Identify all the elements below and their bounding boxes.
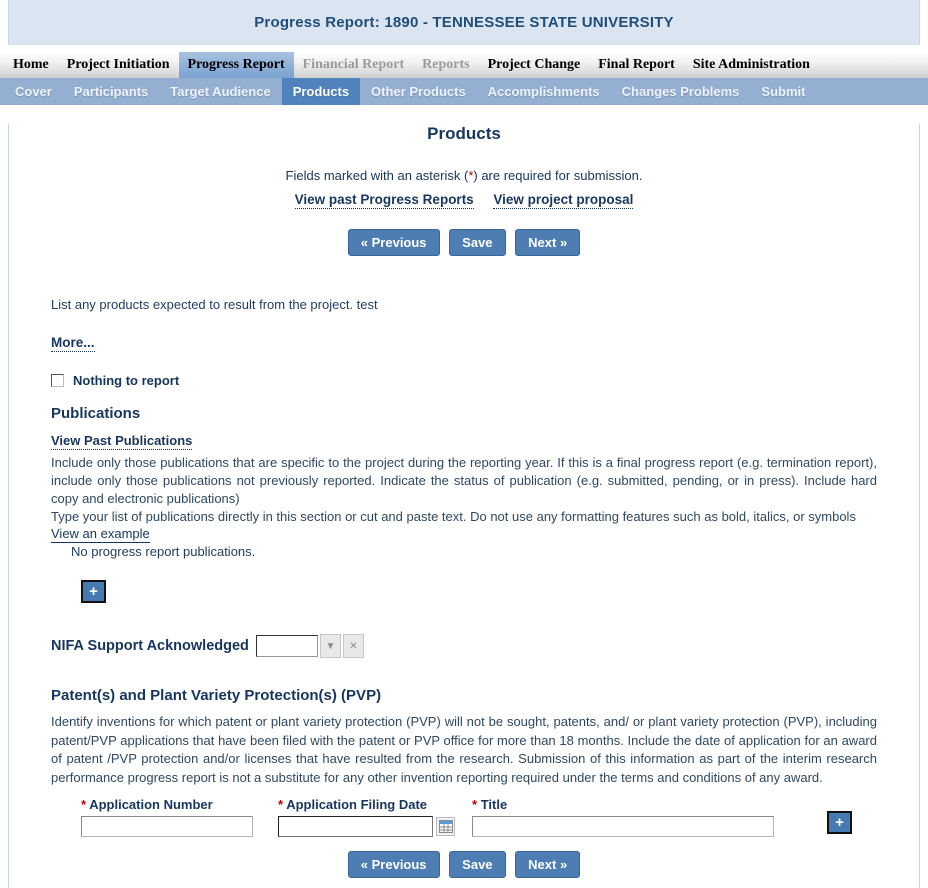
application-filing-date-asterisk: *: [278, 797, 284, 812]
calendar-button[interactable]: [436, 817, 455, 836]
required-fields-note: [51, 168, 877, 183]
nifa-support-label: NIFA Support Acknowledged: [51, 638, 249, 654]
add-patent-button[interactable]: [827, 811, 852, 834]
application-filing-date-field-group: [278, 797, 455, 837]
title-input[interactable]: [472, 816, 774, 837]
title-asterisk: *: [472, 797, 478, 812]
nav-item-project-change[interactable]: Project Change: [487, 57, 581, 72]
nav-item-final-report[interactable]: Final Report: [598, 57, 675, 72]
more-link[interactable]: More...: [51, 335, 95, 350]
nifa-clear-button[interactable]: [343, 634, 364, 658]
nav-item-site-administration[interactable]: Site Administration: [692, 57, 810, 72]
nothing-to-report-row: [51, 373, 877, 388]
nav-item-progress-report[interactable]: Progress Report: [179, 52, 294, 78]
title-field-group: [472, 797, 774, 837]
application-number-asterisk: *: [81, 797, 87, 812]
view-example-link[interactable]: View an example: [51, 526, 150, 541]
required-note-suffix: ) are required for submission.: [473, 168, 643, 183]
chevron-down-icon: ▼: [325, 640, 336, 652]
application-filing-date-label: * Application Filing Date: [278, 797, 428, 812]
patents-heading: Patent(s) and Plant Variety Protection(s) (PVP): [51, 687, 382, 704]
required-note-prefix: Fields marked with an asterisk (: [285, 168, 469, 183]
calendar-icon: [439, 820, 453, 833]
view-project-proposal-link[interactable]: View project proposal: [493, 192, 634, 207]
nav-item-financial-report: Financial Report: [302, 57, 405, 72]
publications-instructions: Include only those publications that are specific to the project during the reporting year. If this is a final progress report (e.g. termination report), include only those publications not previously reported. Indicate the status of publication (e.g. submitted, pending, or in press). Include hard copy and electronic publications): [51, 455, 877, 506]
nothing-to-report-checkbox[interactable]: [51, 374, 64, 387]
application-number-input[interactable]: [81, 816, 253, 837]
quick-links: [51, 192, 877, 207]
next-button-bottom[interactable]: Next »: [515, 851, 580, 878]
plus-icon: +: [89, 583, 98, 600]
application-number-label: * Application Number: [81, 797, 213, 812]
patents-description: Identify inventions for which patent or plant variety protection (PVP) will not be sought, patents, and/ or plant variety protection (PVP), including patent/PVP applications that have been filed with the patent or PVP office for more than 18 months. Include the date of application for an award of patent /PVP protection and/or licenses that have resulted from the research. Submission of this information as part of the interim research performance progress report is not a substitute for any other invention reporting required under the terms and conditions of any award.: [51, 714, 877, 785]
nifa-support-row: [51, 634, 877, 658]
top-button-row: [51, 229, 877, 256]
bottom-button-row: [51, 851, 877, 878]
main-nav: [0, 52, 928, 78]
page-title: Products: [427, 124, 501, 143]
view-example-wrap: [51, 526, 877, 541]
save-button-bottom[interactable]: Save: [449, 851, 505, 878]
nav-item-reports: Reports: [422, 57, 470, 72]
next-button[interactable]: Next »: [515, 229, 580, 256]
previous-button-bottom[interactable]: « Previous: [348, 851, 440, 878]
plus-icon: +: [835, 814, 844, 831]
content-area: [8, 124, 920, 888]
previous-button[interactable]: « Previous: [348, 229, 440, 256]
subnav-item-products[interactable]: Products: [282, 78, 360, 105]
header-gap: [0, 45, 928, 52]
view-past-progress-reports-link[interactable]: View past Progress Reports: [294, 192, 474, 207]
nifa-support-input[interactable]: [256, 635, 318, 657]
patent-fields-row: [51, 797, 877, 837]
nothing-to-report-label: Nothing to report: [73, 373, 180, 388]
sub-nav: [0, 78, 928, 105]
date-input-wrap: [278, 816, 455, 837]
publications-heading: Publications: [51, 405, 141, 422]
close-icon: ✕: [349, 640, 358, 652]
nav-item-home[interactable]: Home: [13, 57, 49, 72]
subnav-item-changes-problems[interactable]: Changes Problems: [621, 84, 740, 99]
no-publications-message: No progress report publications.: [71, 544, 256, 559]
publications-instructions-2: Type your list of publications directly in this section or cut and paste text. Do not use any formatting features such as bold, italics, or symbols: [51, 509, 856, 524]
nifa-dropdown-button[interactable]: [320, 634, 341, 658]
view-past-publications-link[interactable]: View Past Publications: [51, 433, 193, 448]
subnav-item-participants[interactable]: Participants: [73, 84, 149, 99]
subnav-item-submit[interactable]: Submit: [761, 84, 806, 99]
subnav-item-target-audience[interactable]: Target Audience: [170, 84, 271, 99]
subnav-item-other-products[interactable]: Other Products: [371, 84, 466, 99]
app-header: [8, 0, 920, 45]
required-asterisk: *: [468, 168, 474, 183]
subnav-item-accomplishments[interactable]: Accomplishments: [487, 84, 600, 99]
more-link-wrap: [51, 335, 877, 350]
title-label: * Title: [472, 797, 508, 812]
page-header-title: Progress Report: 1890 - TENNESSEE STATE UNIVERSITY: [254, 14, 674, 31]
add-publication-button[interactable]: [81, 580, 106, 603]
save-button[interactable]: Save: [449, 229, 505, 256]
products-intro-text: List any products expected to result from the project. test: [51, 297, 378, 312]
nav-item-project-initiation[interactable]: Project Initiation: [66, 57, 170, 72]
application-filing-date-input[interactable]: [278, 816, 433, 837]
application-number-field-group: [81, 797, 253, 837]
view-past-publications-wrap: [51, 433, 877, 448]
subnav-item-cover[interactable]: Cover: [15, 84, 52, 99]
